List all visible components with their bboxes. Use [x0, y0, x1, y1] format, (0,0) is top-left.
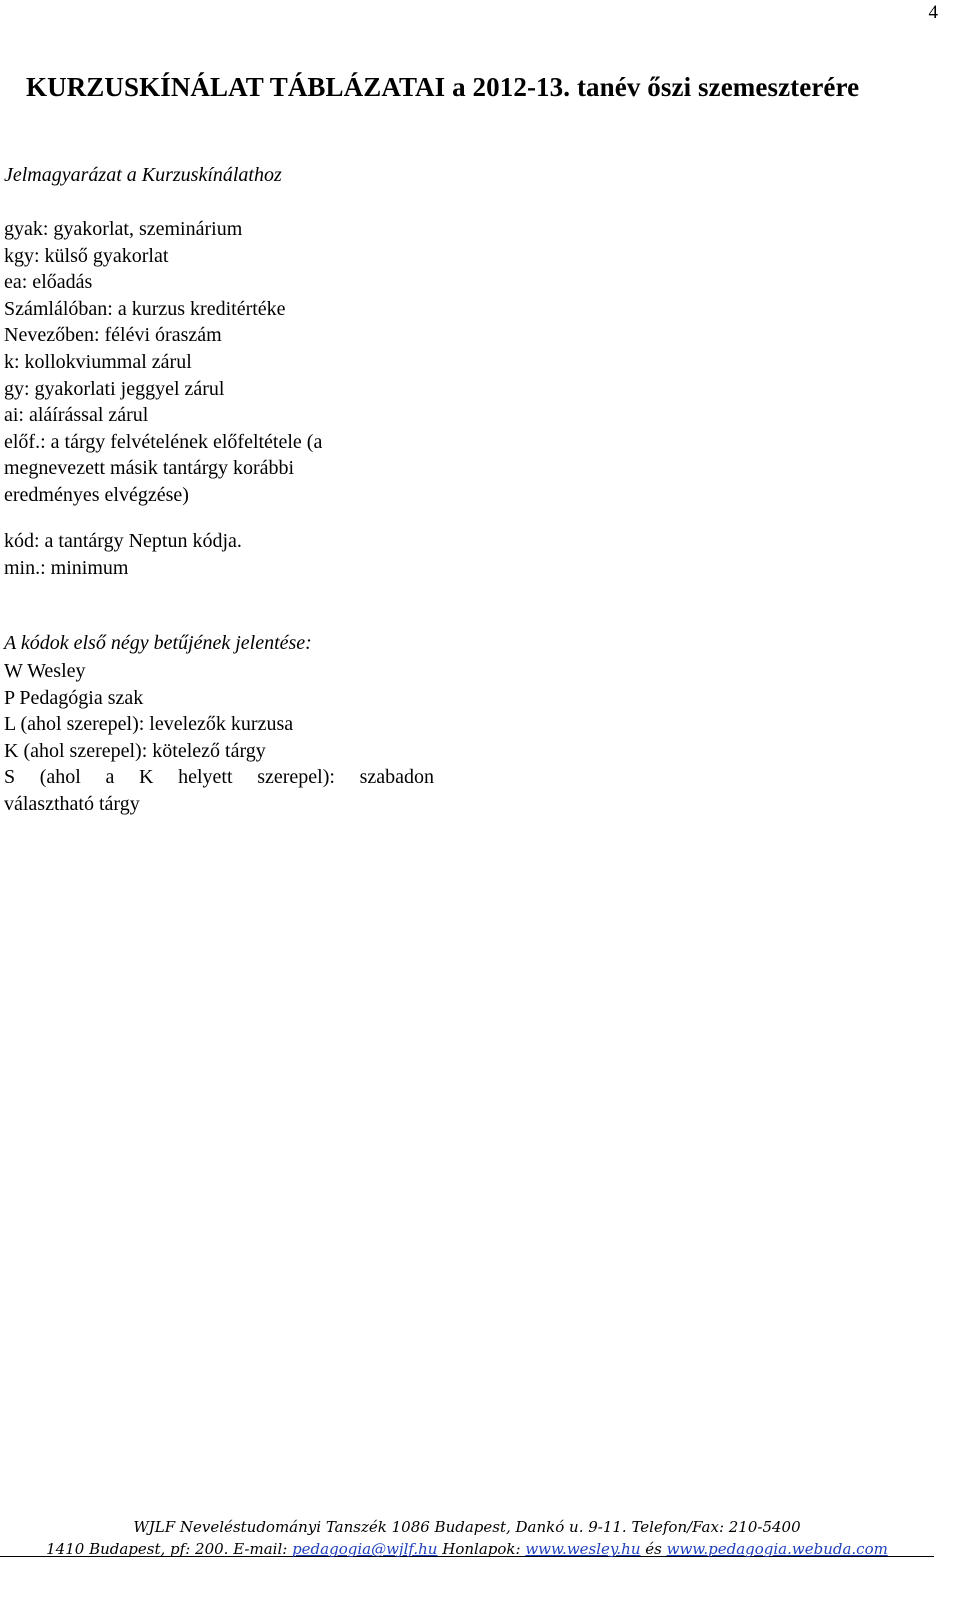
legend-item: k: kollokviummal zárul [4, 350, 192, 373]
legend-item: megnevezett másik tantárgy korábbi [4, 457, 295, 480]
code-item: P Pedagógia szak [4, 686, 144, 709]
website-link-pedagogia[interactable]: www.pedagogia.webuda.com [666, 1540, 888, 1558]
footer-and: és [640, 1540, 667, 1558]
code-item: W Wesley [4, 660, 86, 682]
word: (ahol [39, 766, 81, 788]
legend-item: ai: aláírással zárul [4, 404, 149, 427]
word: S [4, 766, 16, 788]
legend-item: kód: a tantárgy Neptun kódja. [4, 530, 242, 552]
legend-list-secondary [4, 528, 242, 581]
word: K [139, 766, 154, 788]
legend-item: gyak: gyakorlat, szeminárium [4, 218, 243, 240]
legend-item: eredményes elvégzése) [4, 483, 189, 506]
word: szabadon [359, 766, 434, 788]
legend-heading: Jelmagyarázat a Kurzuskínálathoz [4, 164, 282, 186]
codes-heading: A kódok első négy betűjének jelentése: [4, 632, 312, 654]
code-item: K (ahol szerepel): kötelező tárgy [4, 739, 266, 762]
legend-item: gy: gyakorlati jeggyel zárul [4, 377, 225, 400]
legend-item: min.: minimum [4, 556, 129, 579]
footer-websites-label: Honlapok: [437, 1540, 526, 1558]
code-item-s [4, 764, 434, 817]
page-number: 4 [928, 2, 938, 23]
page-title: KURZUSKÍNÁLAT TÁBLÁZATAI a 2012-13. tanév őszi szemeszterére [26, 72, 860, 102]
footer-address: 1410 Budapest, pf: 200. E-mail: [46, 1540, 293, 1558]
website-link-wesley[interactable]: www.wesley.hu [525, 1540, 641, 1558]
legend-item: Számlálóban: a kurzus kreditértéke [4, 297, 286, 320]
footer-line-2 [0, 1540, 934, 1558]
word: helyett [178, 766, 233, 788]
codes-list [4, 658, 293, 764]
word: a [105, 766, 115, 788]
word: szerepel): [257, 766, 335, 788]
legend-item: Nevezőben: félévi óraszám [4, 324, 222, 347]
legend-list [4, 216, 322, 509]
code-item-s-continuation: választható tárgy [4, 792, 140, 815]
email-link[interactable]: pedagogia@wjlf.hu [292, 1540, 438, 1558]
legend-item: kgy: külső gyakorlat [4, 244, 169, 267]
legend-item: ea: előadás [4, 271, 93, 294]
footer-line-1: WJLF Neveléstudományi Tanszék 1086 Budapest, Dankó u. 9-11. Telefon/Fax: 210-5400 [133, 1518, 801, 1536]
legend-item: előf.: a tárgy felvételének előfeltétele (a [4, 430, 323, 453]
code-item-s-line [4, 764, 434, 791]
code-item: L (ahol szerepel): levelezők kurzusa [4, 713, 294, 736]
